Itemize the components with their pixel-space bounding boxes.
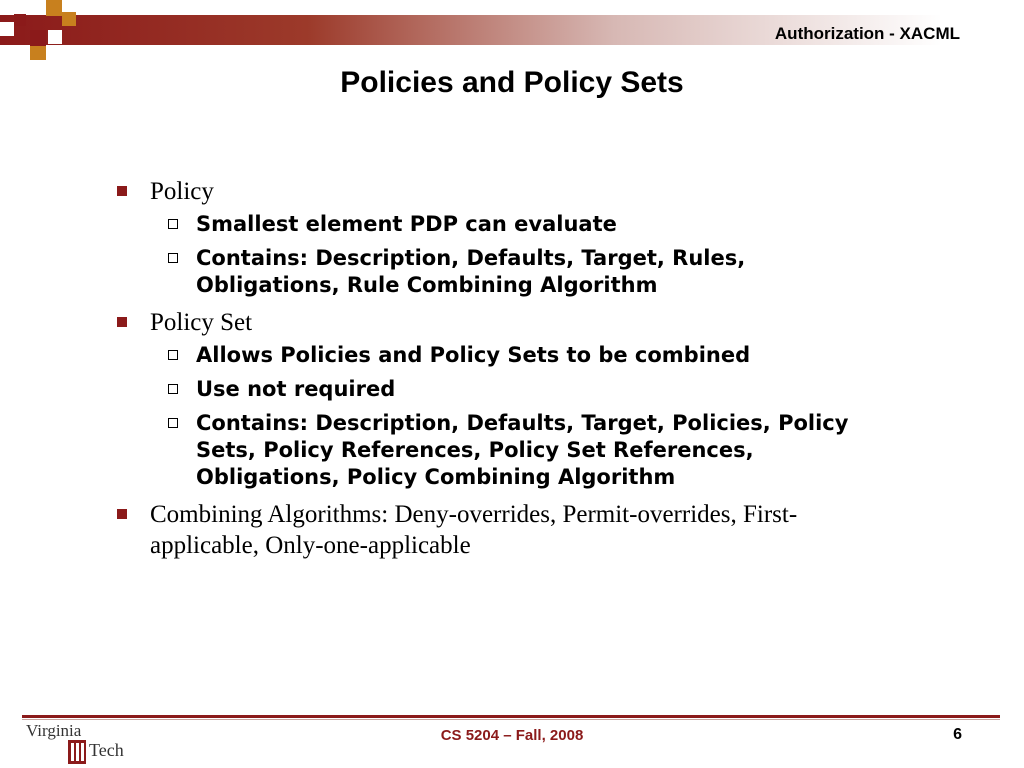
- sub-bullet: [116, 410, 896, 491]
- bullet-policy: [116, 176, 896, 207]
- bullet-text: Combining Algorithms: Deny-overrides, Permit-overrides, First-applicable, Only-one-applicable: [150, 501, 798, 559]
- sub-bullet-list: [116, 342, 896, 491]
- sub-bullet: [116, 211, 896, 238]
- sub-bullet-text: Allows Policies and Policy Sets to be combined: [196, 343, 751, 367]
- logo-text-tech: Tech: [89, 740, 124, 760]
- sub-bullet-text: Contains: Description, Defaults, Target, Rules, Obligations, Rule Combining Algorithm: [196, 246, 746, 297]
- decor-square: [14, 14, 26, 26]
- footer-divider: [22, 715, 1000, 718]
- square-bullet-icon: [117, 509, 127, 519]
- sub-bullet-list: [116, 211, 896, 299]
- bullet-text: Policy: [150, 178, 214, 205]
- bullet-policy-set: [116, 307, 896, 338]
- footer-divider-thin: [22, 719, 1000, 720]
- sub-bullet-text: Use not required: [196, 377, 396, 401]
- square-bullet-icon: [117, 186, 127, 196]
- sub-bullet: [116, 245, 896, 299]
- bullet-combining-algorithms: [116, 499, 896, 561]
- header-band: [0, 0, 1024, 62]
- logo-shield-stripe: [81, 743, 84, 761]
- decor-square: [48, 30, 62, 44]
- logo-shield-stripe: [76, 743, 79, 761]
- hollow-square-bullet-icon: [168, 350, 178, 360]
- header-title: Authorization - XACML: [774, 24, 960, 43]
- page-number: 6: [953, 726, 962, 743]
- logo-shield-stripe: [71, 743, 74, 761]
- decor-square: [30, 30, 46, 46]
- footer-course: CS 5204 – Fall, 2008: [440, 727, 584, 744]
- bullet-text: Policy Set: [150, 309, 253, 336]
- sub-bullet: [116, 342, 896, 369]
- decor-square: [30, 46, 46, 60]
- slide-title: Policies and Policy Sets: [340, 66, 684, 99]
- bullet-list: [116, 176, 896, 565]
- decor-square: [46, 0, 62, 16]
- hollow-square-bullet-icon: [168, 253, 178, 263]
- decor-square: [62, 12, 76, 26]
- decor-square: [0, 22, 14, 36]
- square-bullet-icon: [117, 317, 127, 327]
- sub-bullet-text: Contains: Description, Defaults, Target, Policies, Policy Sets, Policy References, Policy Set References, Obligations, Policy Combining Algorithm: [196, 411, 849, 489]
- decor-square: [14, 46, 28, 60]
- hollow-square-bullet-icon: [168, 418, 178, 428]
- logo-text-virginia: Virginia: [26, 721, 82, 740]
- hollow-square-bullet-icon: [168, 219, 178, 229]
- sub-bullet-text: Smallest element PDP can evaluate: [196, 212, 617, 236]
- hollow-square-bullet-icon: [168, 384, 178, 394]
- sub-bullet: [116, 376, 896, 403]
